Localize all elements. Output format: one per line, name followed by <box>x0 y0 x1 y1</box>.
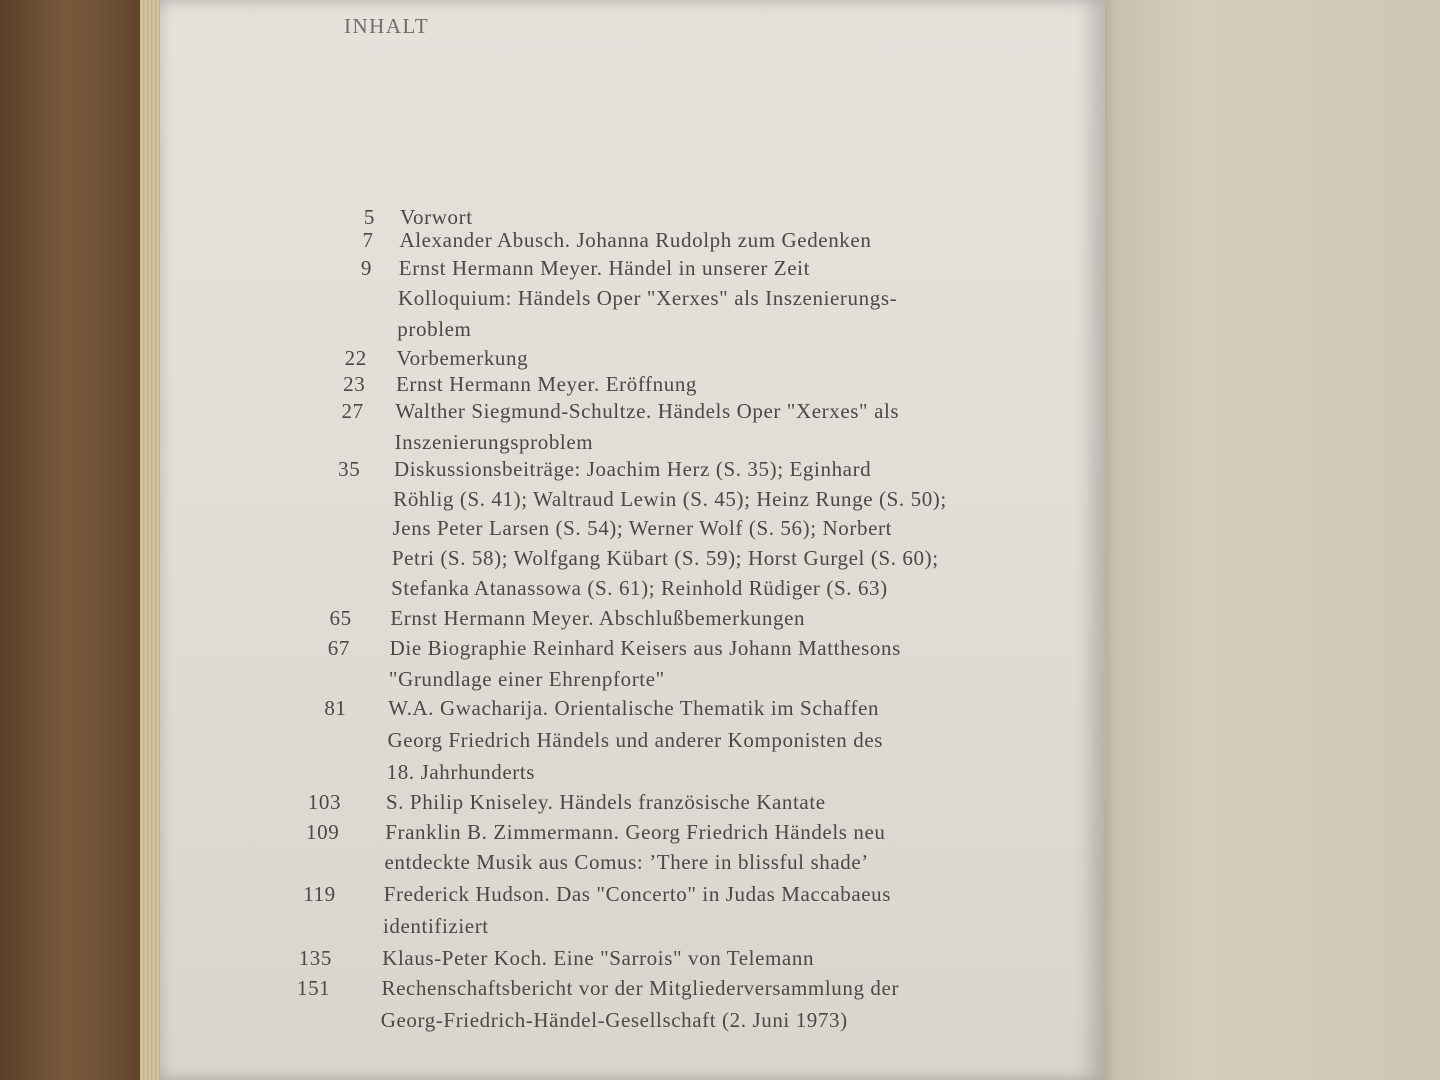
toc-entry-text: Klaus-Peter Koch. Eine "Sarrois" von Telemann <box>382 946 815 970</box>
toc-entry-text: Ernst Hermann Meyer. Eröffnung <box>395 372 698 396</box>
toc-entry-text: Georg Friedrich Händels und anderer Komponisten des <box>387 728 884 752</box>
toc-entry-text: Stefanka Atanassowa (S. 61); Reinhold Rüdiger (S. 63) <box>391 576 888 600</box>
toc-entry-text: Frederick Hudson. Das "Concerto" in Judas Maccabaeus <box>383 882 892 906</box>
toc-entry-text: Ernst Hermann Meyer. Abschlußbemerkungen <box>390 606 806 630</box>
toc-entry-text: Alexander Abusch. Johanna Rudolph zum Gedenken <box>399 228 872 252</box>
toc-entry-text: entdeckte Musik aus Comus: ’There in blissful shade’ <box>384 850 869 874</box>
toc-page-number: 135 <box>298 946 333 970</box>
toc-entry-text: 18. Jahrhunderts <box>386 760 536 784</box>
toc-entry-text: Franklin B. Zimmermann. Georg Friedrich Händels neu <box>385 820 886 844</box>
toc-entry-text: W.A. Gwacharija. Orientalische Thematik im Schaffen <box>388 696 880 720</box>
toc-entry-text: Kolloquium: Händels Oper "Xerxes" als Inszenierungs- <box>398 286 898 310</box>
toc-page-number: 5 <box>363 205 375 229</box>
toc-page-number: 67 <box>327 636 350 660</box>
toc-page-number: 119 <box>303 882 336 906</box>
toc-entry-text: identifiziert <box>382 914 489 938</box>
toc-page-number: 27 <box>341 399 364 423</box>
toc-entry-text: Die Biographie Reinhard Keisers aus Johann Matthesons <box>389 636 901 660</box>
toc-page-number: 65 <box>329 606 352 630</box>
toc-entry-text: Röhlig (S. 41); Waltraud Lewin (S. 45); Heinz Runge (S. 50); <box>393 487 947 511</box>
toc-entry-text: problem <box>397 317 472 341</box>
toc-entry-text: S. Philip Kniseley. Händels französische Kantate <box>385 790 826 814</box>
toc-entry-text: Jens Peter Larsen (S. 54); Werner Wolf (S. 56); Norbert <box>392 516 893 540</box>
toc-entry-text: Diskussionsbeiträge: Joachim Herz (S. 35); Eginhard <box>393 457 872 481</box>
toc-entry-text: Petri (S. 58); Wolfgang Kübart (S. 59); Horst Gurgel (S. 60); <box>391 546 939 570</box>
toc-entry-text: Georg-Friedrich-Händel-Gesellschaft (2. Juni 1973) <box>380 1008 848 1032</box>
toc-entry-text: Walther Siegmund-Schultze. Händels Oper "Xerxes" als <box>395 399 900 423</box>
toc-page-number: 103 <box>307 790 342 814</box>
toc-entry-text: Rechenschaftsbericht vor der Mitgliederversammlung der <box>381 976 900 1000</box>
toc-page-number: 7 <box>362 228 374 252</box>
toc-page-number: 109 <box>306 820 340 844</box>
toc-page-number: 23 <box>343 372 366 396</box>
toc-entry-text: Vorbemerkung <box>396 346 529 370</box>
toc-page-number: 35 <box>338 457 361 481</box>
toc-page-number: 151 <box>296 976 331 1000</box>
toc-page-number: 9 <box>360 256 373 280</box>
toc-entry-text: "Grundlage einer Ehrenpforte" <box>388 667 665 691</box>
toc-page-number: 22 <box>344 346 367 370</box>
page-heading: INHALT <box>344 14 430 38</box>
toc-entry-text: Vorwort <box>400 205 473 229</box>
toc-page-number: 81 <box>324 696 347 720</box>
toc-entry-text: Inszenierungsproblem <box>394 430 594 454</box>
toc-entry-text: Ernst Hermann Meyer. Händel in unserer Zeit <box>398 256 811 280</box>
